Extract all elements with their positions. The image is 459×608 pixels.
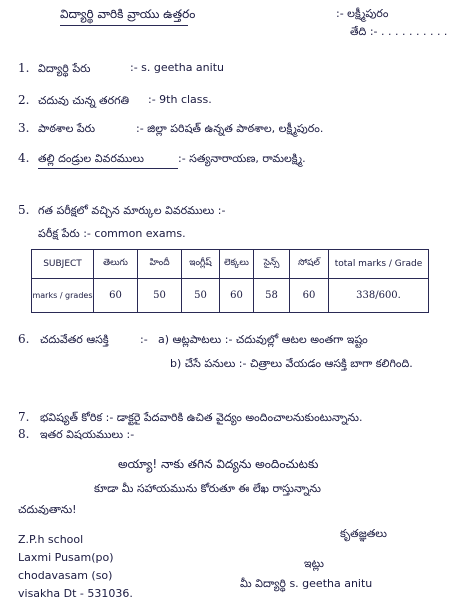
interest-a: a) ఆట్లపాటలు :- చదువుల్లో ఆటల అంతగా ఇష్టం xyxy=(158,333,368,346)
table-row-label: marks / grades xyxy=(32,279,94,313)
interest-b: b) చేసే పనులు :- చిత్రాలు వేయడం ఆసక్తి బాగా కలిగింది. xyxy=(170,357,413,370)
section-number: 5. xyxy=(18,203,30,217)
table-cell: 50 xyxy=(182,279,220,313)
table-cell: 60 xyxy=(94,279,138,313)
field-label-student-name: విద్యార్థి పేరు xyxy=(38,62,91,75)
signature-prefix: ఇట్లు xyxy=(304,557,324,570)
letter-line: అయ్యా! నాకు తగిన విద్యను అందించుటకు xyxy=(118,457,319,471)
marks-table xyxy=(31,249,429,313)
address-line: visakha Dt - 531036. xyxy=(18,587,133,600)
table-header-cell: SUBJECT xyxy=(32,250,94,279)
table-header-cell: లెక్కలు xyxy=(220,250,254,279)
table-cell: 58 xyxy=(254,279,290,313)
field-value-student-name: :- s. geetha anitu xyxy=(130,61,224,74)
table-header-cell: సోషల్ xyxy=(290,250,329,279)
table-header-cell: తెలుగు xyxy=(94,250,138,279)
field-value-parents: :- సత్యనారాయణ, రామలక్ష్మి. xyxy=(178,152,306,165)
section-number: 6. xyxy=(18,332,30,346)
address-line: chodavasam (so) xyxy=(18,569,113,582)
field-underline xyxy=(38,168,178,169)
letter-line: చదువుతాను! xyxy=(18,503,77,516)
address-line: Z.P.h school xyxy=(18,533,84,546)
field-number: 3. xyxy=(18,121,30,135)
field-value-class: :- 9th class. xyxy=(148,93,212,106)
field-label-school: పాఠశాల పేరు xyxy=(38,122,96,135)
place-name: :- లక్ష్మీపురం xyxy=(336,7,389,20)
table-cell: 60 xyxy=(220,279,254,313)
table-header-cell: total marks / Grade xyxy=(329,250,429,279)
letter-line: కూడా మీ సహాయమును కోరుతూ ఈ లేఖ రాస్తున్నాను xyxy=(94,482,321,495)
title-underline xyxy=(60,25,188,26)
section-number: 7. xyxy=(18,410,30,424)
other-details: ఇతర విషయములు :- xyxy=(40,428,135,441)
field-number: 1. xyxy=(18,61,30,75)
future-wish: భవిష్యత్ కోరిక :- డాక్టరై పేదవారికి ఉచిత వైద్యం అందించాలనుకుంటున్నాను. xyxy=(40,411,363,424)
address-line: Laxmi Pusam(po) xyxy=(18,551,114,564)
field-number: 4. xyxy=(18,151,30,165)
date-field: తేది :- . . . . . . . . . . xyxy=(350,25,448,38)
field-label-class: చదువు చున్న తరగతి xyxy=(38,94,130,107)
interests-separator: :- xyxy=(140,333,148,346)
table-row xyxy=(32,279,429,313)
exam-name: పరీక్ష పేరు :- common exams. xyxy=(38,227,186,240)
table-cell: 50 xyxy=(138,279,182,313)
table-header-cell: హిందీ xyxy=(138,250,182,279)
section-number: 8. xyxy=(18,427,30,441)
field-label-parents: తల్లి దండ్రుల వివరములు xyxy=(38,152,144,165)
table-cell-total: 338/600. xyxy=(329,279,429,313)
table-header-row xyxy=(32,250,429,279)
closing: కృతజ్ఞతలు xyxy=(340,527,387,540)
table-header-cell: సైన్స్ xyxy=(254,250,290,279)
exam-heading: గత పరీక్షలో వచ్చిన మార్కుల వివరములు :- xyxy=(38,204,226,217)
field-value-school: :- జిల్లా పరిషత్ ఉన్నత పాఠశాల, లక్ష్మీపురం. xyxy=(136,122,324,135)
table-cell: 60 xyxy=(290,279,329,313)
letter-title: విద్యార్థి వారికి వ్రాయు ఉత్తరం xyxy=(60,7,196,21)
signature-name: మీ విద్యార్థి s. geetha anitu xyxy=(240,577,373,590)
field-number: 2. xyxy=(18,93,30,107)
interests-label: చదువేతర ఆసక్తి xyxy=(40,333,109,346)
table-header-cell: ఇంగ్లీష్ xyxy=(182,250,220,279)
